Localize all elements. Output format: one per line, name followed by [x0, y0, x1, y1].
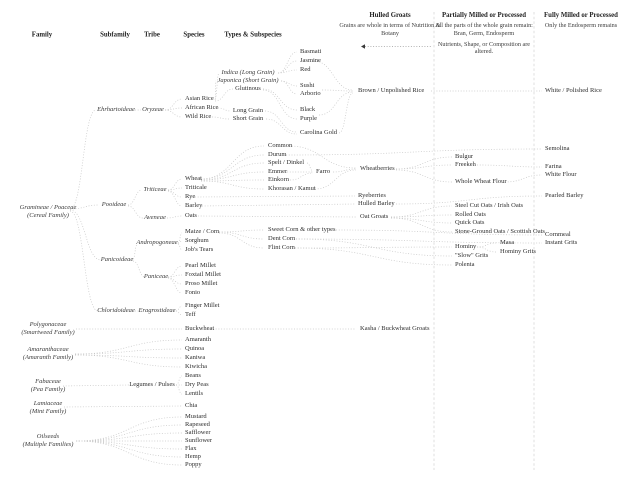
node-triticeae: Triticeae: [143, 185, 167, 193]
node-asian-rice: Asian Rice: [185, 94, 214, 102]
node-flint-corn: Flint Corn: [268, 243, 295, 251]
node-ehrhartoideae: Ehrhartoideae: [97, 105, 135, 113]
node-pea-family: (Pea Family): [30, 385, 66, 393]
node-hominy: Hominy: [455, 242, 477, 250]
node-sunflower: Sunflower: [185, 436, 213, 444]
node-basmati: Basmati: [300, 47, 322, 55]
node-oryzeae: Oryzeae: [142, 105, 164, 113]
node-arborio: Arborio: [300, 89, 321, 97]
node-white-polished-rice: White / Polished Rice: [545, 86, 602, 94]
node-buckwheat: Buckwheat: [185, 324, 215, 332]
node-safflower: Safflower: [185, 428, 211, 436]
column-header-hulled-groats: [337, 12, 443, 41]
node-teff: Teff: [185, 310, 196, 318]
partially-milled-description-2: Nutrients, Shape, or Composition are altered.: [437, 40, 531, 56]
node-eragrostideae: Eragrostideae: [138, 306, 176, 314]
node-legumes-pulses: Legumes / Pulses: [129, 380, 175, 388]
node-barley: Barley: [185, 201, 203, 209]
node-slow-grits: "Slow" Grits: [455, 251, 489, 259]
node-ryeberries: Ryeberries: [358, 191, 386, 199]
node-quick-oats: Quick Oats: [455, 218, 485, 226]
node-pooideae: Pooideae: [101, 200, 127, 208]
hulled-groats-description: Grains are whole in terms of Nutrition & Botany: [339, 22, 441, 37]
node-paniceae: Paniceae: [143, 272, 169, 280]
node-lamiaceae: Lamiaceae: [33, 399, 63, 407]
node-triticale: Triticale: [185, 183, 207, 191]
node-aveneae: Aveneae: [144, 213, 166, 221]
node-oilseeds: Oilseeds: [36, 432, 60, 440]
node-common: Common: [268, 141, 293, 149]
node-amaranth: Amaranth: [185, 335, 211, 343]
node-kiwicha: Kiwicha: [185, 362, 208, 370]
node-einkorn: Einkorn: [268, 175, 289, 183]
node-steel-cut-oats-irish-oats: Steel Cut Oats / Irish Oats: [455, 201, 524, 209]
node-job-s-tears: Job's Tears: [185, 245, 214, 253]
node-hemp: Hemp: [185, 452, 201, 460]
node-sushi: Sushi: [300, 81, 315, 89]
node-dry-peas: Dry Peas: [185, 380, 209, 388]
node-long-grain: Long Grain: [232, 106, 264, 114]
node-hulled-barley: Hulled Barley: [358, 199, 395, 207]
column-header-partially-milled: [431, 12, 537, 59]
node-gramineae-poaceae: Gramineae / Poaceae: [19, 203, 77, 211]
node-polygonaceae: Polygonaceae: [29, 320, 67, 328]
node-whole-wheat-flour: Whole Wheat Flour: [455, 177, 507, 185]
node-semolina: Semolina: [545, 144, 570, 152]
node-bulgur: Bulgur: [455, 152, 474, 160]
node-multiple-families: (Multiple Families): [22, 440, 74, 448]
node-polenta: Polenta: [455, 260, 475, 268]
node-beans: Beans: [185, 371, 201, 379]
node-cornmeal: Cornmeal: [545, 230, 571, 238]
node-proso-millet: Proso Millet: [185, 279, 218, 287]
node-panicoideae: Panicoideae: [100, 255, 134, 263]
node-fabaceae: Fabaceae: [35, 377, 61, 385]
fully-milled-title: Fully Milled or Processed: [544, 12, 618, 19]
node-amaranth-family: (Amaranth Family): [22, 353, 74, 361]
node-chia: Chia: [185, 401, 198, 409]
node-kaniwa: Kaniwa: [185, 353, 206, 361]
node-flax: Flax: [185, 444, 197, 452]
node-instant-grits: Instant Grits: [545, 238, 578, 246]
node-farina: Farina: [545, 162, 562, 170]
hulled-groats-title: Hulled Groats: [369, 12, 411, 19]
column-header-types-subspecies: Types & Subspecies: [224, 31, 282, 39]
node-lentils: Lentils: [185, 389, 204, 397]
node-chloridoideae: Chloridoideae: [97, 306, 135, 314]
node-short-grain: Short Grain: [232, 114, 264, 122]
node-white-flour: White Flour: [545, 170, 577, 178]
node-oats: Oats: [185, 211, 197, 219]
node-farro: Farro: [316, 167, 331, 175]
node-durum: Durum: [268, 150, 287, 158]
node-cereal-family: (Cereal Family): [27, 211, 69, 219]
node-stone-ground-oats-scottish-oats: Stone-Ground Oats / Scottish Oats: [455, 227, 545, 235]
node-pearled-barley: Pearled Barley: [545, 191, 584, 199]
node-andropogoneae: Andropogoneae: [136, 238, 178, 246]
node-carolina-gold: Carolina Gold: [300, 128, 338, 136]
node-smartweed-family: (Smartweed Family): [21, 328, 75, 336]
node-wheatberries: Wheatberries: [360, 164, 395, 172]
node-purple: Purple: [300, 114, 317, 122]
node-pearl-millet: Pearl Millet: [185, 261, 216, 269]
node-wild-rice: Wild Rice: [185, 112, 212, 120]
node-rye: Rye: [185, 192, 196, 200]
node-rolled-oats: Rolled Oats: [455, 210, 486, 218]
node-spelt-dinkel: Spelt / Dinkel: [268, 158, 305, 166]
column-header-tribe: Tribe: [144, 31, 160, 39]
node-emmer: Emmer: [268, 167, 288, 175]
node-hominy-grits: Hominy Grits: [500, 247, 536, 255]
node-finger-millet: Finger Millet: [185, 301, 220, 309]
fully-milled-description: Only the Endosperm remains: [544, 22, 618, 29]
node-african-rice: African Rice: [185, 103, 219, 111]
column-header-species: Species: [183, 31, 205, 39]
node-kasha-buckwheat-groats: Kasha / Buckwheat Groats: [360, 324, 430, 332]
node-mint-family: (Mint Family): [29, 407, 67, 415]
node-black: Black: [300, 105, 316, 113]
node-oat-groats: Oat Groats: [360, 212, 389, 220]
node-maize-corn: Maize / Corn: [185, 227, 220, 235]
node-indica-long-grain: Indica (Long Grain): [221, 68, 275, 76]
node-foxtail-millet: Foxtail Millet: [185, 270, 221, 278]
node-poppy: Poppy: [185, 460, 202, 468]
node-quinoa: Quinoa: [185, 344, 205, 352]
node-brown-unpolished-rice: Brown / Unpolished Rice: [358, 86, 425, 94]
node-rapeseed: Rapeseed: [185, 420, 210, 428]
node-sorghum: Sorghum: [185, 236, 209, 244]
node-amaranthaceae: Amaranthaceae: [27, 345, 69, 353]
node-masa: Masa: [500, 238, 515, 246]
node-jasmine: Jasmine: [300, 56, 321, 64]
node-khorasan-kamut: Khorasan / Kamut: [268, 184, 316, 192]
node-japonica-short-grain: Japonica (Short Grain): [217, 76, 279, 84]
column-header-family: Family: [31, 31, 53, 39]
node-glutinous: Glutinous: [235, 84, 261, 92]
node-wheat: Wheat: [185, 174, 202, 182]
node-freekeh: Freekeh: [455, 160, 476, 168]
node-red: Red: [300, 65, 311, 73]
node-sweet-corn-other-types: Sweet Corn & other types: [268, 225, 336, 233]
column-header-fully-milled: [528, 12, 634, 33]
node-mustard: Mustard: [185, 412, 207, 420]
node-dent-corn: Dent Corn: [268, 234, 296, 242]
column-header-subfamily: Subfamily: [100, 31, 130, 39]
partially-milled-title: Partially Milled or Processed: [441, 12, 527, 19]
partially-milled-description-1: All the parts of the whole grain remain: Bran, Germ, Endosperm: [435, 22, 533, 37]
node-fonio: Fonio: [185, 288, 201, 296]
